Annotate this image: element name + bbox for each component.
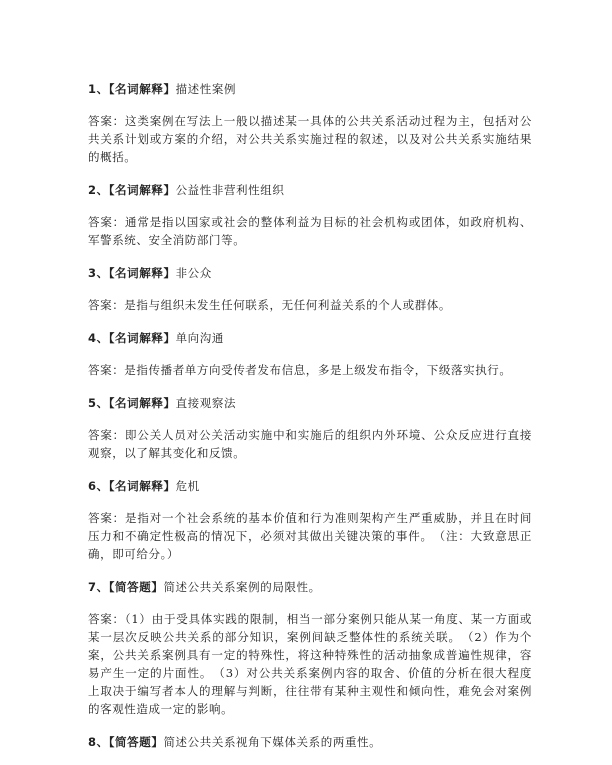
answer-text: 答案：这类案例在写法上一般以描述某一具体的公共关系活动过程为主，包括对公共关系计划或方案的介绍，对公共关系实施过程的叙述，以及对公共关系实施结果的概括。	[88, 114, 532, 164]
question-heading	[88, 578, 532, 596]
question-number: 2、	[88, 183, 109, 197]
question-title: 单向沟通	[175, 331, 224, 345]
question-type: 【名词解释】	[108, 183, 176, 197]
question-heading	[88, 329, 532, 347]
document-page	[88, 80, 532, 765]
question-heading	[88, 80, 532, 98]
question-title: 简述公共关系视角下媒体关系的两重性。	[163, 735, 382, 749]
question-5	[88, 394, 532, 462]
question-title: 简述公共关系案例的局限性。	[163, 580, 321, 594]
question-title: 公益性非营利性组织	[175, 183, 285, 197]
question-type: 【简答题】	[108, 580, 164, 594]
question-heading	[88, 733, 532, 751]
question-number: 6、	[88, 479, 109, 493]
answer-text: 答案：通常是指以国家或社会的整体利益为目标的社会机构或团体，如政府机构、军警系统、安全消防部门等。	[88, 215, 532, 247]
answer-text: 答案：是指对一个社会系统的基本价值和行为准则架构产生严重威胁，并且在时间压力和不确定性极高的情况下，必须对其做出关键决策的事件。 （注：大致意思正确，即可给分。）	[88, 511, 532, 561]
question-heading	[88, 477, 532, 495]
question-2	[88, 181, 532, 249]
answer-text: 答案：即公关人员对公关活动实施中和实施后的组织内外环境、公众反应进行直接观察，以了解其变化和反馈。	[88, 428, 532, 460]
question-3	[88, 264, 532, 314]
question-type: 【名词解释】	[108, 82, 176, 96]
question-number: 4、	[88, 331, 109, 345]
question-type: 【名词解释】	[108, 266, 176, 280]
question-number: 5、	[88, 396, 109, 410]
question-8	[88, 733, 532, 751]
question-type: 【名词解释】	[108, 331, 176, 345]
question-4	[88, 329, 532, 379]
question-6	[88, 477, 532, 563]
question-title: 直接观察法	[175, 396, 237, 410]
question-title: 危机	[175, 479, 200, 493]
question-heading	[88, 264, 532, 282]
question-title: 描述性案例	[175, 82, 237, 96]
question-number: 7、	[88, 580, 109, 594]
question-title: 非公众	[175, 266, 212, 280]
question-type: 【名词解释】	[108, 396, 176, 410]
answer-text: 答案：（1）由于受具体实践的限制，相当一部分案例只能从某一角度、某一方面或某一层次反映公共关系的部分知识，案例间缺乏整体性的系统关联。 （2）作为个案，公共关系案例具有一定的特殊性，将这种特殊性的活动抽象成普遍性规律，容易产生一定的片面性。 （3）对公共关系案例内容的取舍、价值的分析在很大程度上取决于编写者本人的理解与判断，往往带有某种主观性和倾向性，难免会对案例的客观性造成一定的影响。	[88, 612, 532, 716]
question-type: 【名词解释】	[108, 479, 176, 493]
question-number: 3、	[88, 266, 109, 280]
question-number: 1、	[88, 82, 109, 96]
question-number: 8、	[88, 735, 109, 749]
question-type: 【简答题】	[108, 735, 164, 749]
answer-text: 答案：是指与组织未发生任何联系，无任何利益关系的个人或群体。	[88, 298, 451, 312]
question-heading	[88, 394, 532, 412]
question-7	[88, 578, 532, 718]
answer-text: 答案：是指传播者单方向受传者发布信息，多是上级发布指令，下级落实执行。	[88, 363, 512, 377]
question-1	[88, 80, 532, 166]
question-heading	[88, 181, 532, 199]
